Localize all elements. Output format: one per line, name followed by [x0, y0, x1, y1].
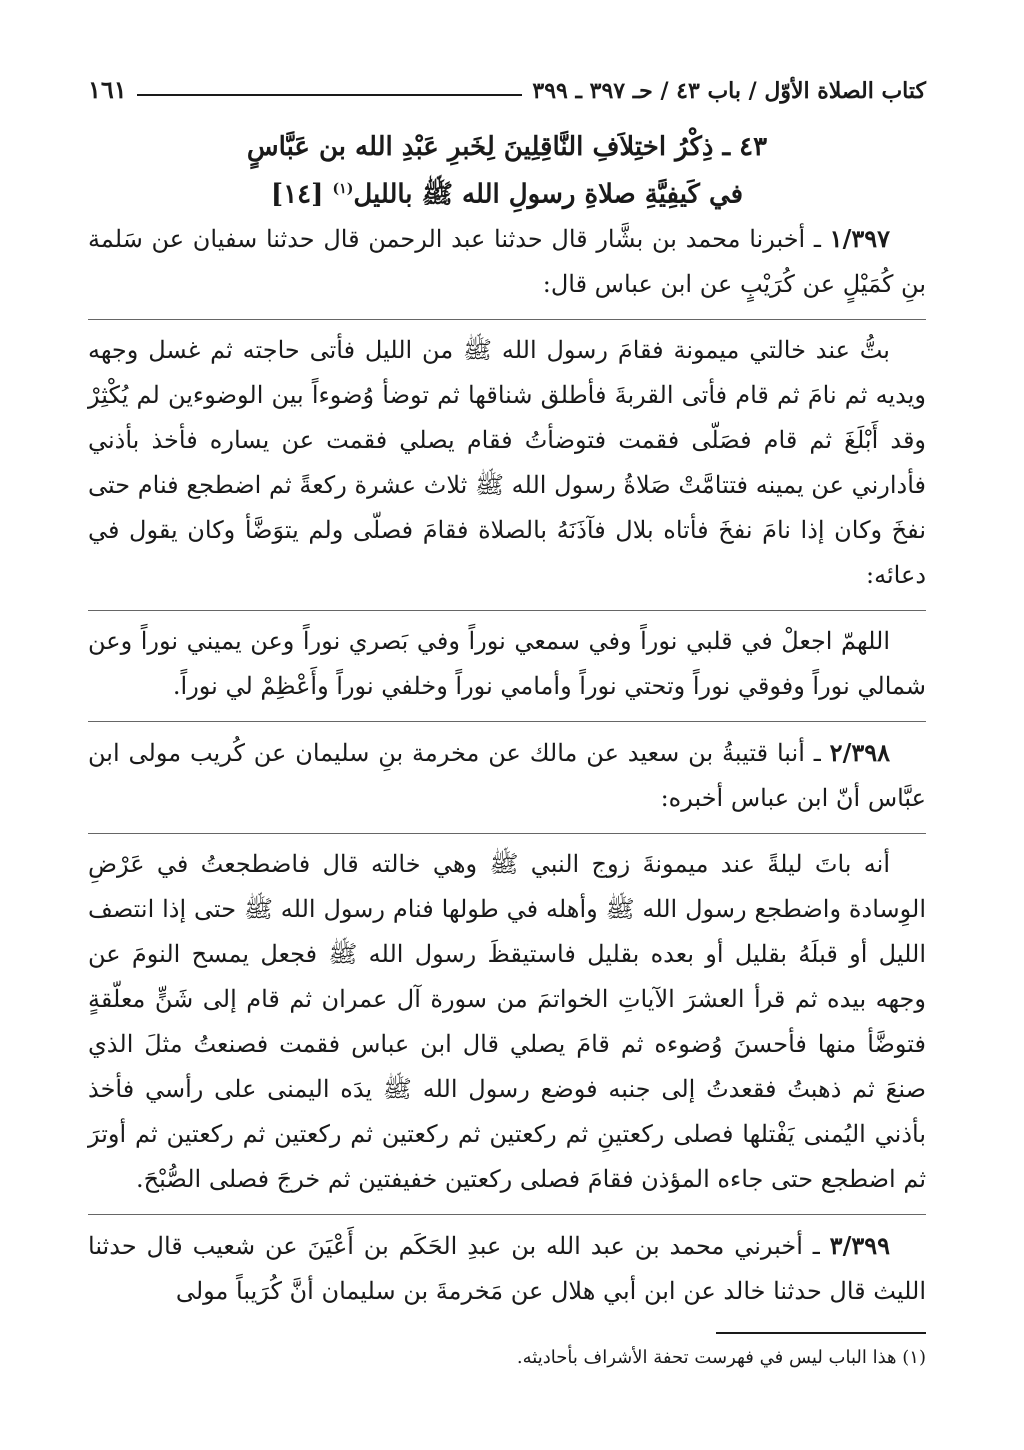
section-divider — [88, 713, 926, 722]
hadith-number: ٢/٣٩٨ — [829, 737, 890, 767]
section-divider — [88, 602, 926, 611]
chapter-title — [88, 126, 926, 216]
section-divider — [88, 311, 926, 320]
page-number: ١٦١ — [88, 75, 127, 104]
chapter-reference: [١٤] — [270, 179, 324, 210]
hadith-matn: بتُّ عند خالتي ميمونة فقامَ رسول الله ﷺ من الليل فأتى حاجته ثم غسل وجهه ويديه ثم نامَ ثم قام فأتى القربةَ فأطلق شناقها ثم توضأ وُضوءاً بين الوضوءين لم يُكْثِرْ وقد أَبْلَغَ ثم قام فصَلّى فقمت فتوضأتُ فقام يصلي فقمت عن يساره فأخذ بأذني فأدارني عن يمينه فتتامَّتْ صَلاةُ رسول الله ﷺ ثلاث عشرة ركعةً ثم اضطجع فنام حتى نفخَ وكان إذا نامَ نفخَ فأتاه بلال فآذَنَهُ بالصلاة فقامَ فصلّى ولم يتوَضَّأ وكان يقول في دعائه: — [88, 335, 926, 589]
hadith-number: ١/٣٩٧ — [829, 223, 890, 253]
hadith-number: ٣/٣٩٩ — [829, 1230, 890, 1260]
footnote-rule — [716, 1332, 926, 1334]
chapter-title-line-1: ٤٣ ـ ذِكْرُ اختِلاَفِ النَّاقِلِينَ لِخَبرِ عَبْدِ الله بن عَبَّاسٍ — [246, 132, 768, 162]
chapter-title-line-2 — [88, 168, 926, 216]
running-header — [88, 60, 926, 104]
hadith-matn: أنه باتَ ليلةً عند ميمونةَ زوج النبي ﷺ وهي خالته قال فاضطجعتُ في عَرْضِ الوِسادة واضطجع رسول الله ﷺ وأهله في طولها فنام رسول الله ﷺ حتى إذا انتصف الليل أو قبلَهُ بقليل أو بعده بقليل فاستيقظَ رسول الله ﷺ فجعل يمسح النومَ عن وجهه بيده ثم قرأ العشرَ الآياتِ الخواتمَ من سورة آل عمران ثم قام إلى شَنٍّ معلّقةٍ فتوضَّأ منها فأحسنَ وُضوءه ثم قامَ يصلي قال ابن عباس فقمت فصنعتُ مثلَ الذي صنعَ ثم ذهبتُ فقعدتُ إلى جنبه فوضع رسول الله ﷺ يدَه اليمنى على رأسي فأخذ بأذني اليُمنى يَفْتلها فصلى ركعتينِ ثم ركعتين ثم ركعتين ثم ركعتين ثم ركعتين ثم أوترَ ثم اضطجع حتى جاءه المؤذن فقامَ فصلى ركعتين خفيفتين ثم خرجَ فصلى الصُّبْحَ. — [88, 849, 926, 1193]
hadith-isnad — [88, 730, 926, 821]
hadith-dua: اللهمّ اجعلْ في قلبي نوراً وفي سمعي نوراً وفي بَصري نوراً وعن يميني نوراً وعن شمالي نوراً وفوقي نوراً وتحتي نوراً وأمامي نوراً وخلفي نوراً وأَعْظِمْ لي نوراً. — [88, 626, 926, 700]
footnote-marker: (١) — [332, 181, 354, 197]
chapter-title-text: في كَيفِيَّةِ صلاةِ رسولِ الله ﷺ بالليل — [353, 179, 744, 210]
isnad-text: ـ أنبا قتيبةُ بن سعيد عن مالك عن مخرمة بنِ سليمان عن كُريب مولى ابن عبَّاس أنّ ابن عباس أخبره: — [88, 738, 926, 812]
footnote: (١) هذا الباب ليس في فهرست تحفة الأشراف بأحاديثه. — [516, 1347, 926, 1368]
isnad-text: ـ أخبرني محمد بن عبد الله بن عبدِ الحَكَم بن أَعْيَنَ عن شعيب قال حدثنا الليث قال حدثنا خالد عن ابن أبي هلال عن مَخرمةَ بن سليمان أنَّ كُرَيباً مولى — [88, 1231, 926, 1305]
section-divider — [88, 825, 926, 834]
book-page — [88, 60, 926, 1420]
hadith-isnad — [88, 1223, 926, 1314]
hadith-isnad — [88, 216, 926, 307]
section-divider — [88, 1206, 926, 1215]
isnad-text: ـ أخبرنا محمد بن بشَّار قال حدثنا عبد الرحمن قال حدثنا سفيان عن سَلمة بنِ كُمَيْلٍ عن كُرَيْبٍ عن ابن عباس قال: — [88, 224, 926, 298]
header-rule — [137, 94, 523, 96]
running-title: كتاب الصلاة الأوّل / باب ٤٣ / حـ ٣٩٧ ـ ٣٩٩ — [532, 78, 926, 104]
